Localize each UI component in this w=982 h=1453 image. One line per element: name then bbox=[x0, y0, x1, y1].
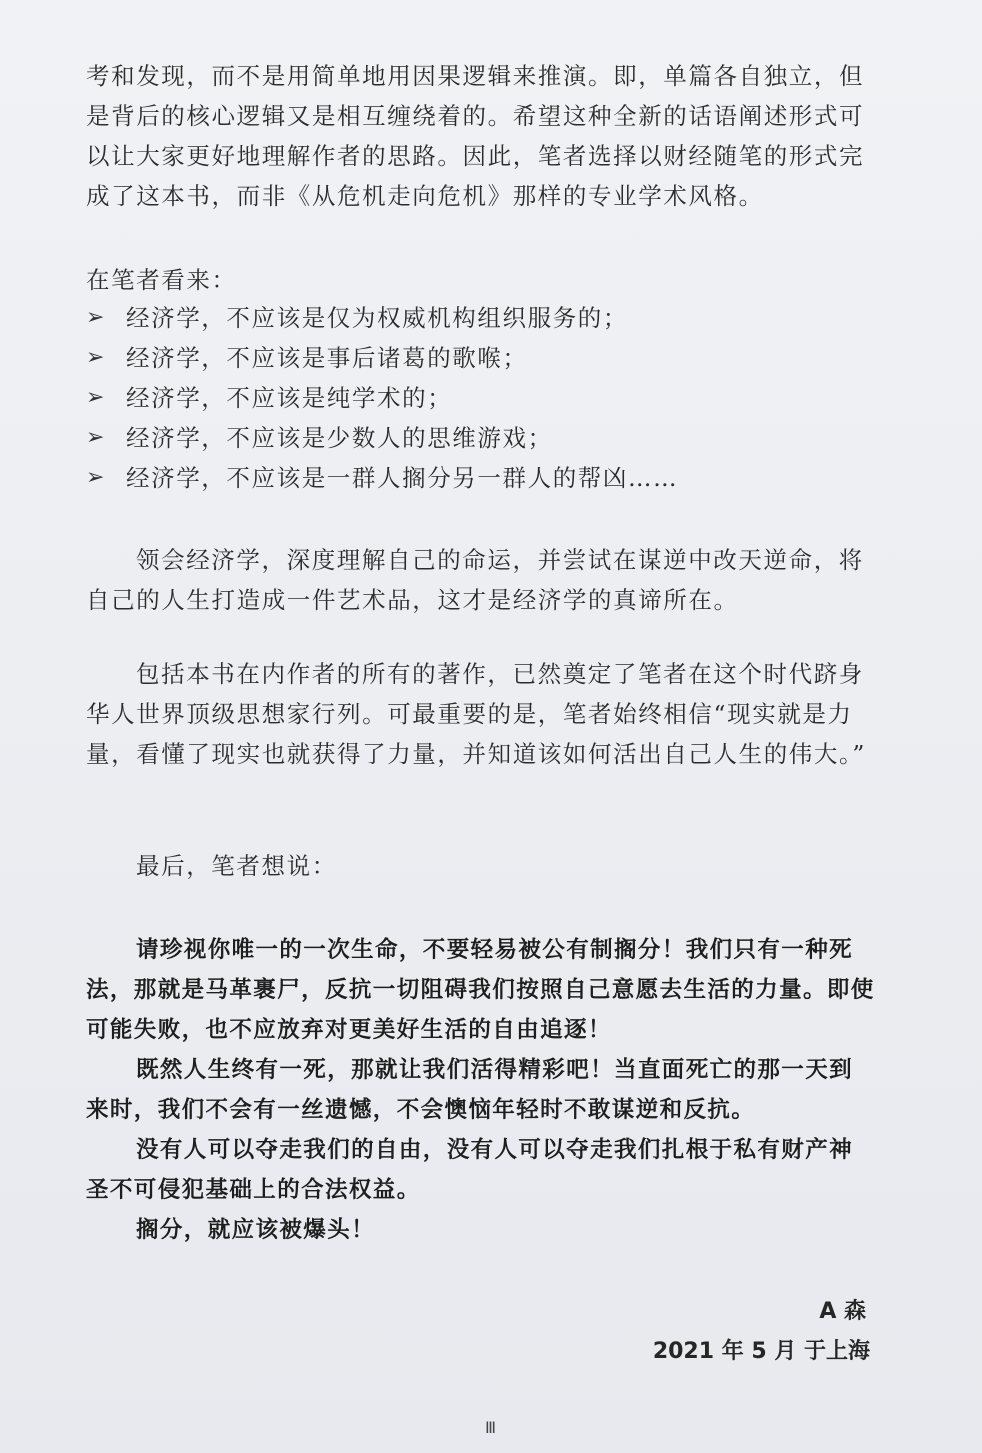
list-item bbox=[86, 298, 876, 338]
bold-paragraph: 没有人可以夺走我们的自由，没有人可以夺走我们扎根于私有财产神圣不可侵犯基础上的合法权益。 bbox=[86, 1137, 854, 1203]
list-item bbox=[86, 458, 876, 498]
bullet-text: 经济学，不应该是一群人搁分另一群人的帮凶…… bbox=[126, 464, 679, 492]
date-place: 2021 年 5 月 于上海 bbox=[652, 1339, 870, 1364]
intro-paragraph: 考和发现，而不是用简单地用因果逻辑来推演。即，单篇各自独立，但是背后的核心逻辑又是相互缠绕着的。希望这种全新的话语阐述形式可以让大家更好地理解作者的思路。因此，笔者选择以财经随笔的形式完成了这本书，而非《从危机走向危机》那样的专业学术风格。 bbox=[86, 62, 865, 210]
list-item bbox=[86, 378, 876, 418]
bold-paragraph: 搁分，就应该被爆头！ bbox=[136, 1217, 376, 1243]
arrow-bullet-icon: ➢ bbox=[86, 305, 107, 330]
bold-paragraph: 既然人生终有一死，那就让我们活得精彩吧！当直面死亡的那一天到来时，我们不会有一丝遗憾，不会懊恼年轻时不敢谋逆和反抗。 bbox=[86, 1057, 854, 1123]
works-paragraph: 包括本书在内作者的所有的著作，已然奠定了笔者在这个时代跻身华人世界顶级思想家行列。可最重要的是，笔者始终相信“现实就是力量，看懂了现实也就获得了力量，并知道该如何活出自己人生的伟大。” bbox=[86, 660, 866, 768]
arrow-bullet-icon: ➢ bbox=[86, 385, 107, 410]
page-number: Ⅲ bbox=[484, 1418, 498, 1437]
view-heading: 在笔者看来： bbox=[86, 266, 237, 294]
arrow-bullet-icon: ➢ bbox=[86, 345, 107, 370]
arrow-bullet-icon: ➢ bbox=[86, 465, 107, 490]
bullet-text: 经济学，不应该是纯学术的； bbox=[126, 384, 453, 412]
bullet-text: 经济学，不应该是仅为权威机构组织服务的； bbox=[126, 304, 628, 332]
arrow-bullet-icon: ➢ bbox=[86, 425, 107, 450]
bullet-text: 经济学，不应该是少数人的思维游戏； bbox=[126, 424, 553, 452]
bold-paragraph: 请珍视你唯一的一次生命，不要轻易被公有制搁分！我们只有一种死法，那就是马革裹尸，反抗一切阻碍我们按照自己意愿去生活的力量。即使可能失败，也不应放弃对更美好生活的自由追逐！ bbox=[86, 937, 875, 1043]
closing-intro-paragraph: 最后，笔者想说： bbox=[136, 852, 337, 880]
bullet-list bbox=[86, 298, 876, 498]
bullet-text: 经济学，不应该是事后诸葛的歌喉； bbox=[126, 344, 528, 372]
list-item bbox=[86, 418, 876, 458]
economics-paragraph: 领会经济学，深度理解自己的命运，并尝试在谋逆中改天逆命，将自己的人生打造成一件艺术品，这才是经济学的真谛所在。 bbox=[86, 546, 864, 614]
list-item bbox=[86, 338, 876, 378]
bold-statement-block bbox=[86, 930, 876, 1250]
author-signature: A 森 bbox=[819, 1299, 866, 1324]
